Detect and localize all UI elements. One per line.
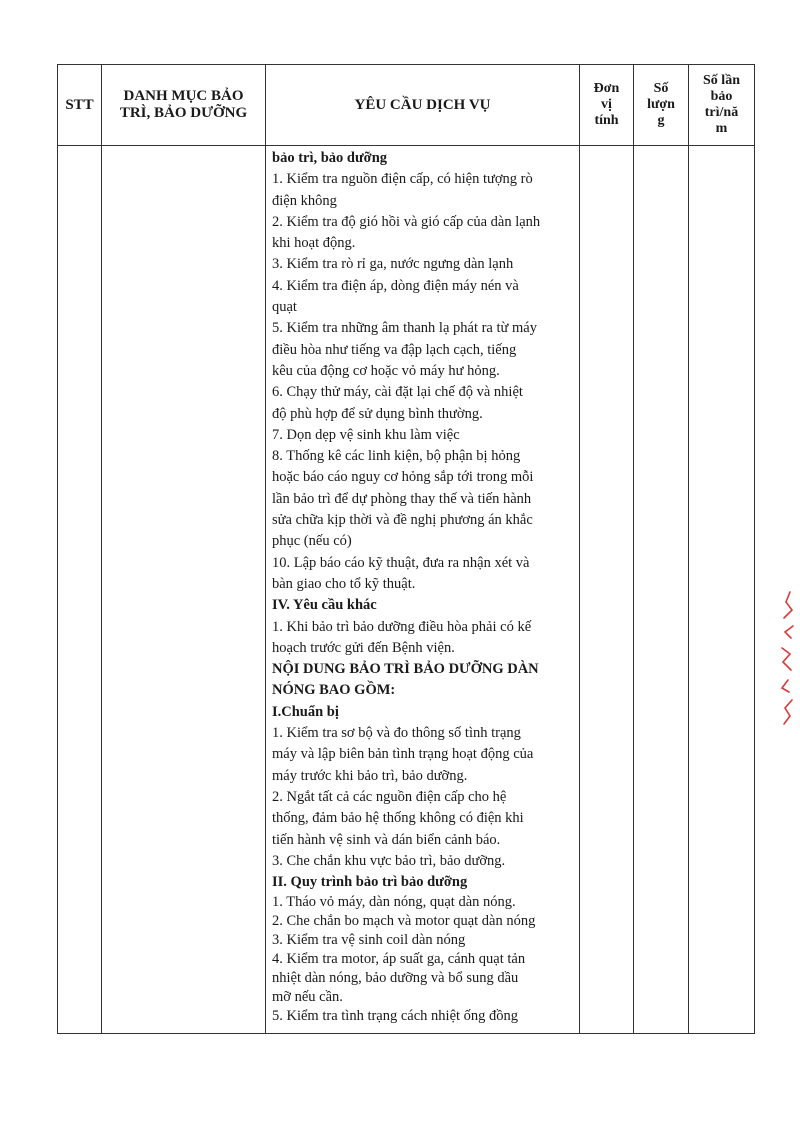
requirement-line: 4. Kiểm tra motor, áp suất ga, cánh quạt tản: [272, 951, 526, 968]
cell-danh-muc: [102, 146, 266, 1034]
requirement-line: 4. Kiểm tra điện áp, dòng điện máy nén và: [272, 277, 519, 294]
requirement-line: lần bảo trì để dự phòng thay thế và tiến hành: [272, 490, 532, 507]
requirement-line: 1. Kiểm tra nguồn điện cấp, có hiện tượng rò: [272, 171, 533, 188]
requirement-line: NỘI DUNG BẢO TRÌ BẢO DƯỠNG DÀN: [272, 661, 539, 678]
requirement-line: máy trước khi bảo trì, bảo dưỡng.: [272, 767, 468, 784]
requirement-line: khi hoạt động.: [272, 235, 356, 252]
requirement-line: điều hòa như tiếng va đập lạch cạch, tiếng: [272, 341, 517, 358]
red-seal-stamp-fragment: [776, 588, 796, 728]
requirement-line: 1. Khi bảo trì bảo dưỡng điều hòa phải có kế: [272, 618, 532, 635]
table-row: [58, 146, 755, 1034]
requirement-line: bảo trì, bảo dưỡng: [272, 150, 388, 166]
cell-so-lan-bao-tri: [689, 146, 755, 1034]
requirement-line: máy và lập biên bản tình trạng hoạt động của: [272, 746, 534, 763]
header-stt: STT: [58, 65, 102, 146]
header-yeu-cau: YÊU CẦU DỊCH VỤ: [266, 65, 580, 146]
requirement-line: IV. Yêu cầu khác: [272, 597, 377, 614]
requirement-line: 1. Kiểm tra sơ bộ và đo thông số tình trạng: [272, 725, 521, 742]
requirement-line: 2. Ngắt tất cả các nguồn điện cấp cho hệ: [272, 788, 507, 805]
requirement-line: 1. Tháo vỏ máy, dàn nóng, quạt dàn nóng.: [272, 894, 516, 911]
requirement-line: phục (nếu có): [272, 533, 352, 550]
header-so-luong: Số lượn g: [634, 65, 689, 146]
requirement-line: nhiệt dàn nóng, bảo dưỡng và bổ sung dầu: [272, 970, 519, 987]
requirement-line: điện không: [272, 192, 337, 209]
requirement-line: 6. Chạy thử máy, cài đặt lại chế độ và nhiệt: [272, 384, 523, 401]
requirement-line: kêu của động cơ hoặc vỏ máy hư hỏng.: [272, 362, 500, 379]
requirement-line: 7. Dọn dẹp vệ sinh khu làm việc: [272, 426, 460, 443]
table-header-row: [58, 65, 755, 146]
requirement-line: I.Chuẩn bị: [272, 703, 339, 720]
requirement-line: quạt: [272, 299, 297, 316]
requirement-line: bàn giao cho tổ kỹ thuật.: [272, 575, 416, 592]
cell-yeu-cau: [266, 146, 580, 1034]
requirement-line: 2. Che chắn bo mạch và motor quạt dàn nóng: [272, 913, 536, 930]
service-requirements-table: [57, 64, 755, 1034]
requirement-line: 5. Kiểm tra những âm thanh lạ phát ra từ máy: [272, 320, 537, 337]
cell-don-vi-tinh: [580, 146, 634, 1034]
requirement-line: thống, đảm bảo hệ thống không có điện khi: [272, 810, 524, 827]
requirement-line: 2. Kiểm tra độ gió hồi và gió cấp của dàn lạnh: [272, 213, 541, 230]
requirement-line: 5. Kiểm tra tình trạng cách nhiệt ống đồng: [272, 1008, 519, 1025]
cell-stt: [58, 146, 102, 1034]
requirement-line: II. Quy trình bảo trì bảo dưỡng: [272, 874, 468, 891]
header-so-lan-bao-tri: Số lần bảo trì/nă m: [689, 65, 755, 146]
header-don-vi-tinh: Đơn vị tính: [580, 65, 634, 146]
requirement-line: sửa chữa kịp thời và đề nghị phương án khắc: [272, 512, 533, 529]
service-requirements-text: [266, 146, 579, 1026]
requirement-line: NÓNG BAO GỒM:: [272, 682, 396, 699]
requirement-line: độ phù hợp để sử dụng bình thường.: [272, 405, 483, 422]
requirement-line: tiến hành vệ sinh và dán biển cảnh báo.: [272, 831, 501, 848]
header-danh-muc: DANH MỤC BẢO TRÌ, BẢO DƯỠNG: [102, 65, 266, 146]
requirement-line: 10. Lập báo cáo kỹ thuật, đưa ra nhận xét và: [272, 554, 530, 571]
requirement-line: hoặc báo cáo nguy cơ hỏng sắp tới trong mỗi: [272, 469, 534, 486]
requirement-line: mỡ nếu cần.: [272, 989, 343, 1006]
requirement-line: 8. Thống kê các linh kiện, bộ phận bị hỏng: [272, 448, 521, 465]
requirement-line: 3. Che chắn khu vực bảo trì, bảo dưỡng.: [272, 852, 506, 869]
requirement-line: hoạch trước gửi đến Bệnh viện.: [272, 639, 455, 656]
requirement-line: 3. Kiểm tra vệ sinh coil dàn nóng: [272, 932, 466, 949]
requirement-line: 3. Kiểm tra rò rỉ ga, nước ngưng dàn lạnh: [272, 256, 514, 273]
cell-so-luong: [634, 146, 689, 1034]
